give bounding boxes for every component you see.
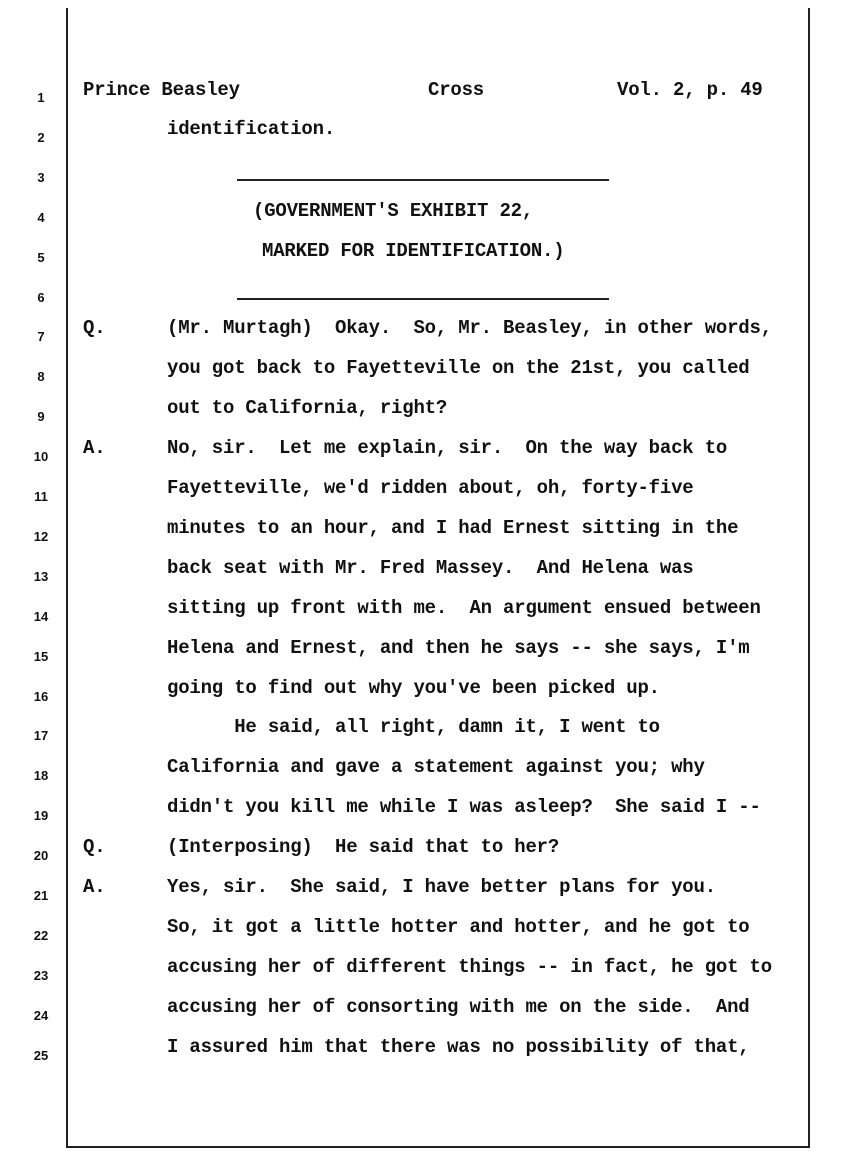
speaker-label: A. [83, 437, 106, 460]
line-number: 24 [33, 1007, 49, 1023]
header-witness: Prince Beasley [83, 79, 240, 101]
line-number: 15 [33, 648, 49, 664]
transcript-line: accusing her of consorting with me on the side. And [167, 995, 750, 1018]
exhibit-rule-bottom [237, 298, 609, 300]
line-number: 6 [37, 289, 45, 305]
transcript-line: (Interposing) He said that to her? [167, 836, 560, 859]
transcript-line: So, it got a little hotter and hotter, and he got to [167, 915, 750, 938]
line-number: 5 [37, 249, 45, 265]
transcript-line: (Mr. Murtagh) Okay. So, Mr. Beasley, in other words, [167, 317, 772, 340]
line-number: 2 [37, 129, 45, 145]
line-number: 10 [33, 449, 49, 465]
line-number: 3 [37, 169, 45, 185]
line-number: 22 [33, 927, 49, 943]
transcript-line: minutes to an hour, and I had Ernest sitting in the [167, 516, 739, 539]
transcript-line: identification. [167, 117, 336, 140]
line-number: 13 [33, 568, 49, 584]
speaker-label: Q. [83, 836, 106, 859]
transcript-line: I assured him that there was no possibility of that, [167, 1035, 750, 1058]
exhibit-rule-top [237, 179, 609, 181]
transcript-line: out to California, right? [167, 397, 448, 420]
line-number: 17 [33, 728, 49, 744]
line-number: 18 [33, 768, 49, 784]
line-number: 8 [37, 369, 45, 385]
line-number: 4 [37, 209, 45, 225]
transcript-line: Fayetteville, we'd ridden about, oh, forty-five [167, 477, 694, 499]
transcript-line: California and gave a statement against you; why [167, 756, 705, 779]
line-number: 23 [33, 967, 49, 983]
exhibit-marking-line1: (GOVERNMENT'S EXHIBIT 22, [253, 200, 534, 222]
line-number: 12 [33, 528, 49, 544]
speaker-label: A. [83, 876, 106, 898]
line-number: 25 [33, 1047, 49, 1063]
line-number: 19 [33, 808, 49, 824]
transcript-line: No, sir. Let me explain, sir. On the way back to [167, 437, 728, 460]
line-number: 20 [33, 848, 49, 864]
speaker-label: Q. [83, 317, 106, 340]
transcript-line: didn't you kill me while I was asleep? She said I -- [167, 796, 761, 819]
transcript-line: you got back to Fayetteville on the 21st, you called [167, 357, 750, 380]
line-number: 16 [33, 688, 49, 704]
transcript-line: Helena and Ernest, and then he says -- she says, I'm [167, 636, 750, 659]
line-number: 11 [34, 489, 48, 504]
line-number: 21 [33, 888, 49, 903]
line-number: 9 [37, 409, 45, 425]
exhibit-marking-line2: MARKED FOR IDENTIFICATION.) [262, 240, 565, 262]
line-number: 14 [33, 608, 49, 624]
transcript-line: Yes, sir. She said, I have better plans for you. [167, 876, 716, 898]
header-exam-type: Cross [428, 79, 485, 101]
transcript-line: accusing her of different things -- in fact, he got to [167, 955, 772, 978]
transcript-line: sitting up front with me. An argument ensued between [167, 596, 761, 619]
transcript-line: He said, all right, damn it, I went to [167, 716, 660, 739]
line-number: 1 [37, 90, 45, 105]
transcript-line: back seat with Mr. Fred Massey. And Helena was [167, 556, 694, 579]
header-volume-page: Vol. 2, p. 49 [617, 79, 763, 101]
transcript-line: going to find out why you've been picked up. [167, 676, 660, 699]
line-number: 7 [37, 329, 45, 345]
